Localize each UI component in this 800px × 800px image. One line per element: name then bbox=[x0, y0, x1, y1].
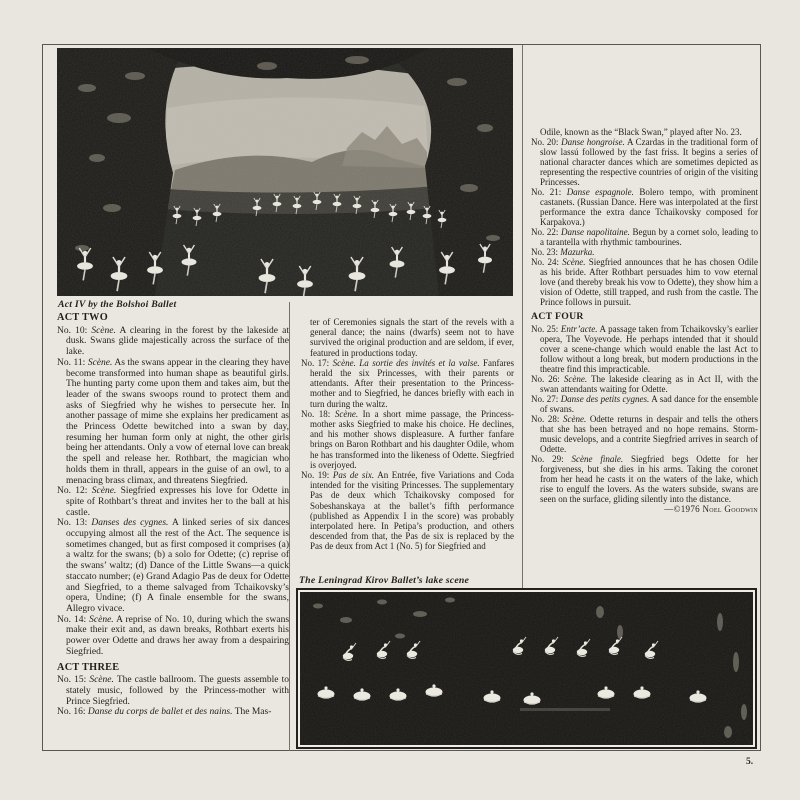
kirov-lake-scene-photo bbox=[296, 588, 757, 749]
scene-entry-25: No. 25: Entr’acte. A passage taken from Tchaikovsky’s earlier opera, The Voyevode. He perhaps intended that it should cover a scene-change which would enable the last Act to follow without a long break, but modern productions in the theatre find this impracticable. bbox=[531, 324, 758, 374]
lake-scene-illustration bbox=[300, 592, 753, 745]
continuation-paragraph: ter of Ceremonies signals the start of the revels with a general dance; the nains (dwarfs) seem not to have survived the original production and are seldom, if ever, featured in productions today. bbox=[310, 317, 514, 358]
column-divider-right bbox=[522, 45, 523, 588]
act-two-heading: ACT TWO bbox=[57, 313, 108, 323]
scene-entry-12: No. 12: Scène. Siegfried expresses his love for Odette in spite of Rothbart’s threat and invites her to the ball at his castle. bbox=[57, 486, 289, 518]
scene-entry-14: No. 14: Scène. A reprise of No. 10, during which the swans make their exit and, as dawn breaks, Rothbart exerts his power over Odette and draws her away from a despairing Siegfried. bbox=[57, 614, 289, 657]
scene-entry-22: No. 22: Danse napolitaine. Begun by a cornet solo, leading to a tarantella with rhythmic tambourines. bbox=[531, 227, 758, 247]
column-middle bbox=[301, 317, 514, 573]
scene-entry-29: No. 29: Scène finale. Siegfried begs Odette for her forgiveness, but she dies in his arms. Taking the coronet from her head he casts it on the waters of the lake, which rise to engulf the lovers. As the waters subside, swans are seen on the surface, gliding silently into the distance. —©1976 Noel Goodwin bbox=[531, 454, 758, 514]
column-divider-left bbox=[289, 302, 290, 751]
scene-entry-19: No. 19: Pas de six. An Entrée, five Variations and Coda intended for the visiting Princesses. The supplementary Pas de deux which Tchaikovsky composed for Sobeshanskaya at the ballet’s fifth performance (published as Appendix I in the score) was probably interpolated here. In Petipa’s production, and others descended from that, the Pas de six is replaced by the Pas de deux from Act 1 (No. 5) for Siegfried and bbox=[301, 470, 514, 552]
scene-entry-16: No. 16: Danse du corps de ballet et des nains. The Mas- bbox=[57, 707, 272, 718]
top-photo-caption: Act IV by the Bolshoi Ballet bbox=[58, 299, 177, 310]
scene-entry-11: No. 11: Scène. As the swans appear in the clearing they have become transformed into human shape as beautiful girls. The hunting party come upon them and takes aim, but the leader of the swans swoops round to protect them and asks of Siegfried why he wishes to persecute her. In another passage of mime she explains her predicament as the Princess Odette bewitched into a swan by day, resuming her human form only at night, the other girls being her attendants. Only a vow of eternal love can break the spell and release her. Rothbart, the magician who holds them in thrall, appears in the guise of an owl, to a menacing brass climax, and threatens Siegfried. bbox=[57, 357, 289, 486]
scene-entry-17: No. 17: Scène. La sortie des invités et la valse. Fanfares herald the six Princesses, with their parents or attendants. After their presentation to the Princess-mother and to Siegfried, he dances briefly with each in turn during the waltz. bbox=[301, 357, 514, 409]
scene-entry-21: No. 21: Danse espagnole. Bolero tempo, with prominent castanets. (Russian Dance. Here was interpolated at the first performance the extra dance Tchaikovsky composed for Karpakova.) bbox=[531, 187, 758, 227]
scene-entry-24: No. 24: Scène. Siegfried announces that he has chosen Odile as his bride. After Rothbart persuades him to vow eternal love (and thereby break his vow to Odette), they show him a vision of Odette, still trapped, and rush from the castle. The Prince follows in pursuit. bbox=[531, 257, 758, 307]
scene-entry-10: No. 10: Scène. A clearing in the forest by the lakeside at dusk. Swans glide majestically across the surface of the lake. bbox=[57, 325, 289, 358]
author-credit: —©1976 Noel Goodwin bbox=[664, 504, 758, 514]
scene-entry-28: No. 28: Scène. Odette returns in despair and tells the others that she has been betrayed and no hope remains. Storm-music develops, and a contrite Siegfried arrives in search of Odette. bbox=[531, 414, 758, 454]
column-act-two bbox=[57, 313, 289, 753]
continuation-paragraph-odile: Odile, known as the “Black Swan,” played after No. 23. bbox=[540, 127, 742, 137]
bottom-photo-caption: The Leningrad Kirov Ballet’s lake scene bbox=[299, 575, 470, 586]
bolshoi-act4-photo bbox=[57, 48, 513, 296]
page-number: 5. bbox=[746, 757, 754, 767]
scene-entry-13: No. 13: Danses des cygnes. A linked series of six dances occupying almost all the rest of the Act. The sequence is sometimes changed, but as first composed it comprises (a) a waltz for the swans; (b) a solo for Odette; (c) reprise of the swans’ waltz; (d) Dance of the Little Swans—a quick staccato number; (e) Grand Adagio Pas de deux for Odette and Siegfried, to a theme salvaged from Tchaikovsky’s opera, Undine; (f) A finale ensemble for the swans, Allegro vivace. bbox=[57, 518, 289, 614]
column-act-four bbox=[531, 127, 758, 589]
scene-entry-26: No. 26: Scène. The lakeside clearing as in Act II, with the swan attendants waiting for Odette. bbox=[531, 374, 758, 394]
scene-entry-18: No. 18: Scène. In a short mime passage, the Princess-mother asks Siegfried to make his choice. He declines, and his mother shows displeasure. A further fanfare brings on Baron Rothbart and his daughter Odile, whom he has transformed into the likeness of Odette. Siegfried is overjoyed. bbox=[301, 408, 514, 470]
act-three-heading: ACT THREE bbox=[57, 661, 120, 673]
ballet-stage-illustration bbox=[57, 48, 513, 296]
scene-entry-27: No. 27: Danse des petits cygnes. A sad dance for the ensemble of swans. bbox=[531, 394, 758, 414]
scene-entry-15: No. 15: Scène. The castle ballroom. The guests assemble to stately music, followed by the Princess-mother with Prince Siegfried. bbox=[57, 675, 289, 707]
scene-entry-20: No. 20: Danse hongroise. A Czardas in the traditional form of slow lassú followed by the fast friss. It begins a series of national character dances which are sometimes depicted as representing the respective countries of origin of the visiting Princesses. bbox=[531, 137, 758, 187]
act-four-heading: ACT FOUR bbox=[531, 311, 584, 322]
scene-entry-23: No. 23: Mazurka. bbox=[531, 247, 595, 257]
